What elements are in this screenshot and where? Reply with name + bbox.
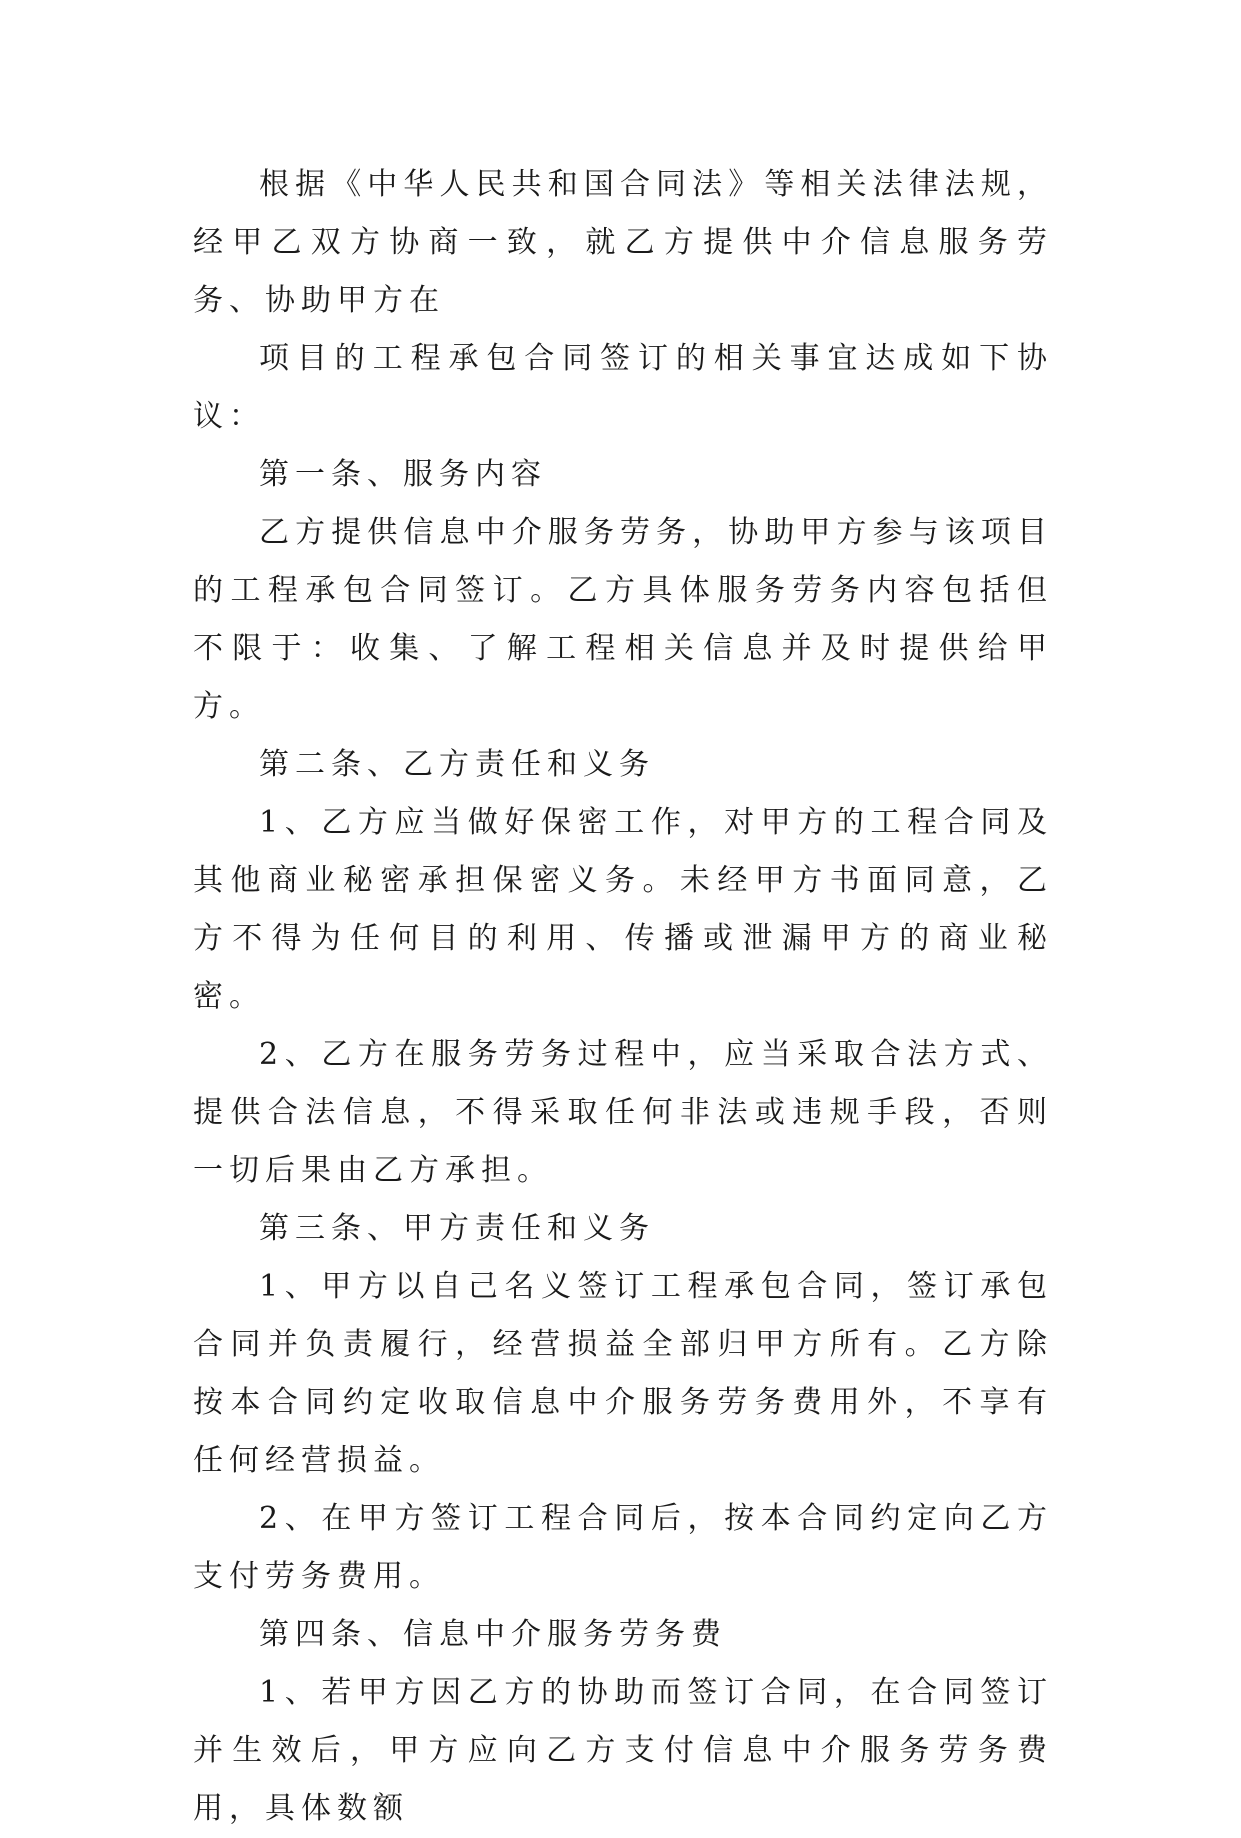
article-4-heading: 第四条、信息中介服务劳务费 [259, 1617, 727, 1652]
intro-paragraph-continued: 项目的工程承包合同签订的相关事宜达成如下协议： [193, 341, 1053, 434]
article-1-body: 乙方提供信息中介服务劳务，协助甲方参与该项目的工程承包合同签订。乙方具体服务劳务内容包括但不限于：收集、了解工程相关信息并及时提供给甲方。 [193, 515, 1053, 724]
article-3-item-2: 2、在甲方签订工程合同后，按本合同约定向乙方支付劳务费用。 [193, 1501, 1053, 1594]
article-2-item-1: 1、乙方应当做好保密工作，对甲方的工程合同及其他商业秘密承担保密义务。未经甲方书面同意，乙方不得为任何目的利用、传播或泄漏甲方的商业秘密。 [193, 805, 1053, 1014]
article-3-heading: 第三条、甲方责任和义务 [259, 1211, 655, 1246]
document-page [193, 156, 1053, 1838]
article-3-item-1: 1、甲方以自己名义签订工程承包合同，签订承包合同并负责履行，经营损益全部归甲方所有。乙方除按本合同约定收取信息中介服务劳务费用外，不享有任何经营损益。 [193, 1269, 1053, 1478]
article-2-heading: 第二条、乙方责任和义务 [259, 747, 655, 782]
article-2-item-2: 2、乙方在服务劳务过程中，应当采取合法方式、提供合法信息，不得采取任何非法或违规手段，否则一切后果由乙方承担。 [193, 1037, 1053, 1188]
article-1-heading: 第一条、服务内容 [259, 457, 547, 492]
intro-paragraph: 根据《中华人民共和国合同法》等相关法律法规，经甲乙双方协商一致，就乙方提供中介信息服务劳务、协助甲方在 [193, 167, 1053, 318]
article-4-item-1: 1、若甲方因乙方的协助而签订合同，在合同签订并生效后，甲方应向乙方支付信息中介服务劳务费用，具体数额 [193, 1675, 1053, 1826]
